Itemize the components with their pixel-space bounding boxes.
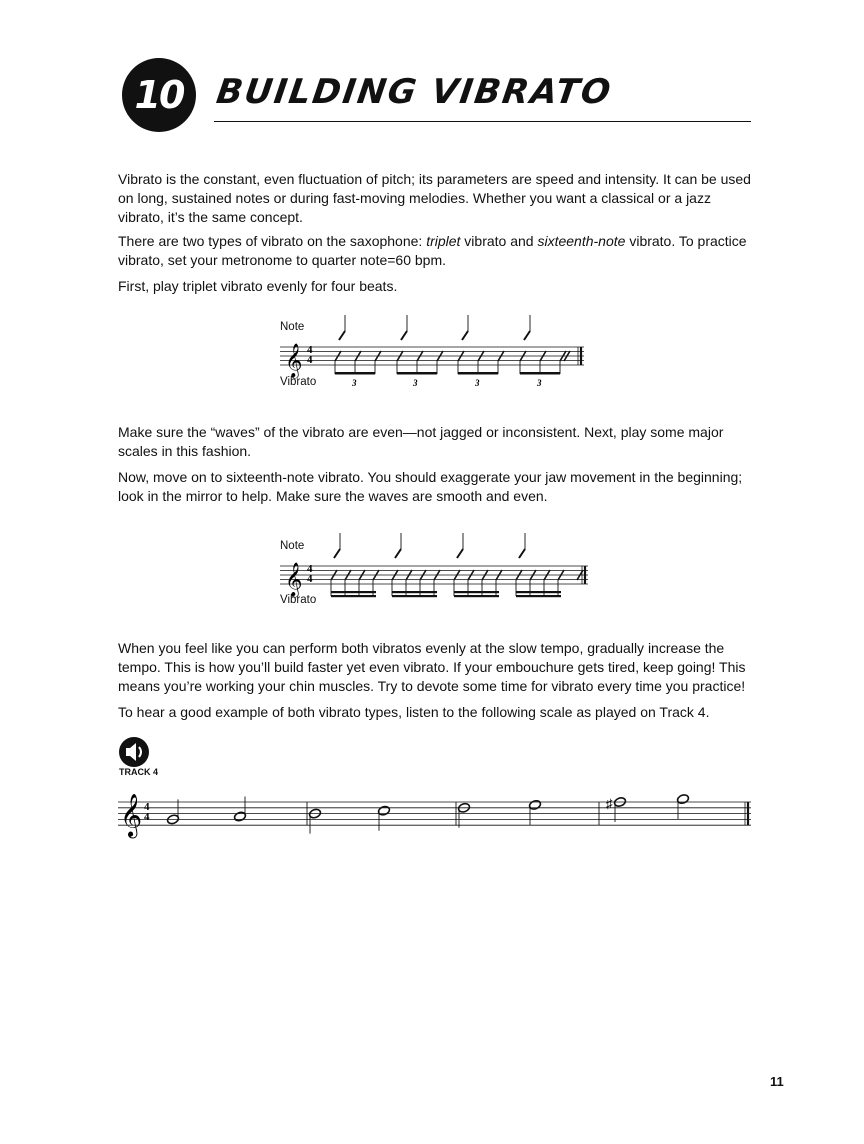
example2-staff [280, 533, 588, 597]
paragraph-vibrato-types: There are two types of vibrato on the saxophone: triplet vibrato and sixteenth-note vibrato. To practice vibrato, set your metronome to quarter note=60 bpm. [118, 233, 747, 268]
eighth-beam [520, 372, 560, 375]
chapter-number: 10 [134, 73, 184, 117]
tuplet-number: 3 [413, 378, 418, 388]
sixteenth-beam-1 [516, 591, 561, 593]
treble-clef: 𝄞 [120, 794, 143, 837]
example2-note-label: Note [280, 540, 305, 552]
note-slash [457, 549, 463, 558]
treble-clef: 𝄞 [285, 564, 303, 596]
sixteenth-beam-1 [454, 591, 499, 593]
paragraph-triplet-instruction: First, play triplet vibrato evenly for four beats. [118, 278, 398, 294]
speaker-icon [118, 736, 150, 768]
tuplet-number: 3 [537, 378, 542, 388]
example1-vibrato-label: Vibrato [280, 376, 317, 388]
paragraph-intro: Vibrato is the constant, even fluctuation of pitch; its parameters are speed and intensity. It can be used on long, sustained notes or during fast-moving melodies. Whether you want a classical or a jazz vibrato, it’s the same concept. [118, 171, 751, 225]
paragraph-increase-tempo: When you feel like you can perform both vibratos evenly at the slow tempo, gradually increase the tempo. This is how you’ll build faster yet even vibrato. If your embouchure gets tired, keep going! This means you’re working your chin muscles. Try to devote some time for vibrato every time you practice! [118, 640, 746, 694]
note-slash [519, 549, 525, 558]
term-triplet: triplet [426, 233, 461, 249]
chapter-title: BUILDING VIBRATO [214, 72, 615, 112]
tuplet-number: 3 [352, 378, 357, 388]
note-slash [339, 331, 345, 340]
sixteenth-beam-2 [516, 595, 561, 597]
note-slash [334, 549, 340, 558]
paragraph-even-waves: Make sure the “waves” of the vibrato are even—not jagged or inconsistent. Next, play some major scales in this fashion. [118, 424, 724, 459]
eighth-beam [458, 372, 498, 375]
track-label: TRACK 4 [119, 767, 159, 777]
note-slash [401, 331, 407, 340]
eighth-beam [397, 372, 437, 375]
note-slash [524, 331, 530, 340]
example1-time-bottom: 4 [307, 354, 313, 366]
tuplet-number: 3 [475, 378, 480, 388]
sixteenth-beam-2 [331, 595, 376, 597]
term-sixteenth-note: sixteenth-note [537, 233, 626, 249]
example1-note-label: Note [280, 321, 305, 333]
example2-vibrato-label: Vibrato [280, 594, 317, 606]
sixteenth-beam-1 [392, 591, 437, 593]
example2-time-bottom: 4 [307, 573, 313, 585]
sixteenth-beam-1 [331, 591, 376, 593]
paragraph-sixteenth-instruction: Now, move on to sixteenth-note vibrato. You should exaggerate your jaw movement in the beginning; look in the mirror to help. Make sure the waves are smooth and even. [118, 469, 743, 504]
sharp-accidental: ♯ [606, 796, 613, 811]
sixteenth-beam-2 [392, 595, 437, 597]
scale-time-bottom: 4 [144, 811, 150, 823]
note-slash [462, 331, 468, 340]
scale-time-top: 4 [144, 801, 150, 813]
eighth-beam [335, 372, 375, 375]
track4-scale-staff [118, 794, 751, 839]
treble-clef: 𝄞 [285, 345, 303, 377]
example2-time-top: 4 [307, 563, 313, 575]
page-number: 11 [770, 1074, 784, 1089]
example1-time-top: 4 [307, 344, 313, 356]
paragraph-listen-track: To hear a good example of both vibrato types, listen to the following scale as played on Track 4. [118, 704, 710, 720]
note-slash [395, 549, 401, 558]
sixteenth-beam-2 [454, 595, 499, 597]
example1-staff [280, 315, 584, 378]
